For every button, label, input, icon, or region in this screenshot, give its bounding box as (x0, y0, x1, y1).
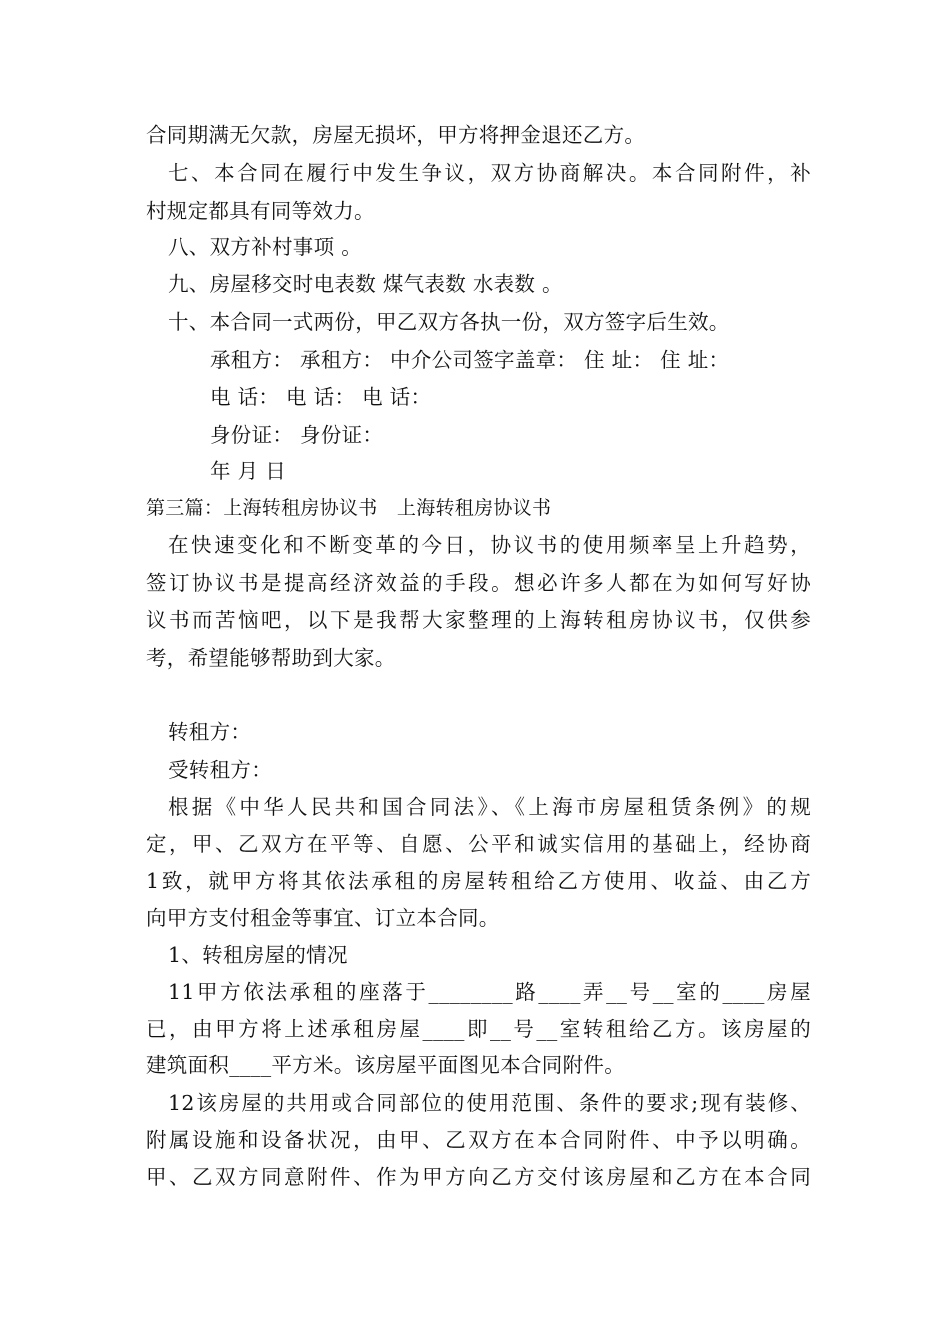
text-line: 在快速变化和不断变革的今日，协议书的使用频率呈上升趋势， (168, 533, 811, 557)
signature-id-line: 身份证： 身份证： (210, 423, 384, 447)
text-line: 议书而苦恼吧，以下是我帮大家整理的上海转租房协议书，仅供参 (146, 608, 811, 632)
text-line: 附属设施和设备状况，由甲、乙双方在本合同附件、中予以明确。 (146, 1128, 811, 1152)
section-heading: 第三篇：上海转租房协议书 上海转租房协议书 (146, 497, 552, 519)
text-line: 向甲方支付租金等事宜、订立本合同。 (146, 906, 500, 930)
signature-date-line: 年 月 日 (210, 459, 287, 483)
text-line: 八、双方补村事项 。 (168, 235, 363, 259)
text-line: 考，希望能够帮助到大家。 (146, 646, 396, 670)
text-line: 12该房屋的共用或合同部位的使用范围、条件的要求;现有装修、 (168, 1091, 811, 1115)
text-line: 合同期满无欠款，房屋无损坏，甲方将押金退还乙方。 (146, 123, 646, 147)
text-line: 已，由甲方将上述承租房屋____即__号__室转租给乙方。该房屋的 (146, 1017, 811, 1041)
signature-party-line: 承租方： 承租方： 中介公司签字盖章： 住 址： 住 址： (210, 348, 730, 372)
text-line: 1、转租房屋的情况 (168, 943, 348, 967)
text-line: 十、本合同一式两份，甲乙双方各执一份，双方签字后生效。 (168, 310, 730, 334)
text-line: 受转租方： (168, 758, 272, 782)
text-line: 转租方： (168, 720, 252, 744)
text-line: 村规定都具有同等效力。 (146, 199, 375, 223)
text-line: 建筑面积____平方米。该房屋平面图见本合同附件。 (146, 1053, 625, 1077)
text-line: 11甲方依法承租的座落于________路____弄__号__室的____房屋 (168, 980, 811, 1004)
text-line: 根据《中华人民共和国合同法》、《上海市房屋租赁条例》的规 (168, 795, 811, 819)
text-line: 定，甲、乙双方在平等、自愿、公平和诚实信用的基础上，经协商 (146, 832, 811, 856)
text-line: 九、房屋移交时电表数 煤气表数 水表数 。 (168, 272, 563, 296)
signature-phone-line: 电 话： 电 话： 电 话： (210, 385, 432, 409)
text-line: 甲、乙双方同意附件、作为甲方向乙方交付该房屋和乙方在本合同 (146, 1165, 811, 1189)
text-line: 签订协议书是提高经济效益的手段。想必许多人都在为如何写好协 (146, 571, 811, 595)
text-line: 1致，就甲方将其依法承租的房屋转租给乙方使用、收益、由乙方 (146, 869, 811, 893)
text-line: 七、本合同在履行中发生争议，双方协商解决。本合同附件，补 (168, 161, 811, 185)
